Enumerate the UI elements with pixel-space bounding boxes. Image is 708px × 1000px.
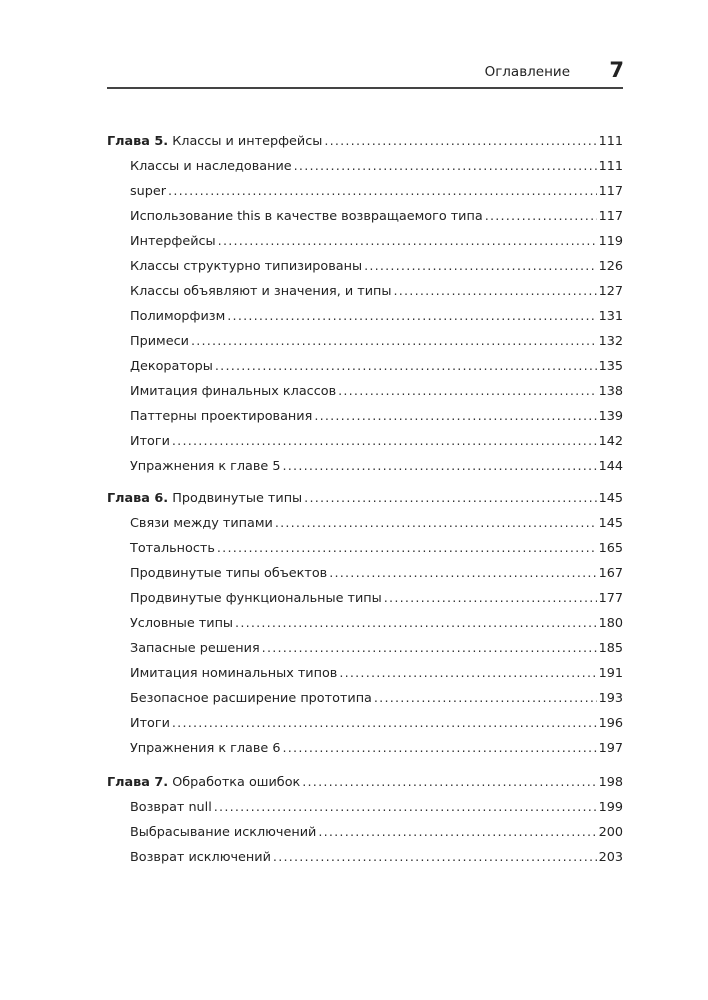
section-page: 139 — [598, 409, 623, 424]
dot-leader — [384, 591, 597, 606]
section-page: 196 — [598, 716, 623, 731]
dot-leader — [318, 825, 596, 840]
section-page: 199 — [598, 800, 623, 815]
section-page: 142 — [598, 434, 623, 449]
section-title: Интерфейсы — [130, 234, 216, 249]
dot-leader — [485, 209, 597, 224]
dot-leader — [364, 259, 597, 274]
section-page: 167 — [598, 566, 623, 581]
toc-section-entry[interactable] — [130, 209, 623, 227]
section-title: Использование this в качестве возвращаемого типа — [130, 209, 483, 224]
section-title: Итоги — [130, 716, 170, 731]
section-page: 200 — [598, 825, 623, 840]
chapter-label — [107, 775, 300, 790]
section-title: Имитация финальных классов — [130, 384, 337, 399]
toc-section-entry[interactable] — [130, 591, 623, 609]
section-title: Классы структурно типизированы — [130, 259, 363, 274]
dot-leader — [168, 184, 597, 199]
dot-leader — [304, 491, 596, 506]
toc-chapter-entry[interactable] — [107, 491, 623, 509]
toc-section-entry[interactable] — [130, 284, 623, 302]
dot-leader — [235, 616, 597, 631]
dot-leader — [217, 541, 597, 556]
section-page: 132 — [598, 334, 623, 349]
toc-section-entry[interactable] — [130, 666, 623, 684]
toc-section-entry[interactable] — [130, 800, 623, 818]
section-title: Возврат null — [130, 800, 212, 815]
toc-chapter-entry[interactable] — [107, 134, 623, 152]
toc-section-entry[interactable] — [130, 434, 623, 452]
dot-leader — [302, 775, 596, 790]
toc-section-entry[interactable] — [130, 566, 623, 584]
dot-leader — [215, 359, 597, 374]
section-page: 197 — [598, 741, 623, 756]
dot-leader — [314, 409, 596, 424]
section-page: 177 — [598, 591, 623, 606]
toc-chapter-entry[interactable] — [107, 775, 623, 793]
section-title: Упражнения к главе 6 — [130, 741, 281, 756]
dot-leader — [191, 334, 597, 349]
dot-leader — [329, 566, 596, 581]
section-title: Связи между типами — [130, 516, 273, 531]
section-page: 203 — [598, 850, 623, 865]
dot-leader — [283, 741, 597, 756]
section-title: Запасные решения — [130, 641, 260, 656]
chapter-label — [107, 491, 302, 506]
section-title: Продвинутые типы объектов — [130, 566, 328, 581]
dot-leader — [294, 159, 597, 174]
toc-section-entry[interactable] — [130, 691, 623, 709]
dot-leader — [273, 850, 597, 865]
toc-section-entry[interactable] — [130, 184, 623, 202]
chapter-label — [107, 134, 322, 149]
chapter-title: Классы и интерфейсы — [172, 134, 323, 149]
section-title: super — [130, 184, 167, 199]
section-title: Продвинутые функциональные типы — [130, 591, 382, 606]
toc-section-entry[interactable] — [130, 309, 623, 327]
dot-leader — [324, 134, 596, 149]
toc-section-entry[interactable] — [130, 741, 623, 759]
toc-section-entry[interactable] — [130, 359, 623, 377]
dot-leader — [262, 641, 597, 656]
dot-leader — [394, 284, 597, 299]
dot-leader — [374, 691, 597, 706]
section-page: 144 — [598, 459, 623, 474]
dot-leader — [172, 716, 597, 731]
chapter-prefix: Глава 5. — [107, 134, 169, 149]
toc-section-entry[interactable] — [130, 159, 623, 177]
section-page: 185 — [598, 641, 623, 656]
section-page: 191 — [598, 666, 623, 681]
section-title: Безопасное расширение прототипа — [130, 691, 372, 706]
toc-section-entry[interactable] — [130, 716, 623, 734]
section-title: Классы и наследование — [130, 159, 292, 174]
running-header-title: Оглавление — [484, 64, 570, 80]
dot-leader — [339, 666, 596, 681]
chapter-page: 111 — [598, 134, 623, 149]
chapter-prefix: Глава 7. — [107, 775, 169, 790]
chapter-page: 145 — [598, 491, 623, 506]
toc-section-entry[interactable] — [130, 459, 623, 477]
dot-leader — [218, 234, 597, 249]
toc-section-entry[interactable] — [130, 850, 623, 868]
section-title: Декораторы — [130, 359, 213, 374]
toc-section-entry[interactable] — [130, 259, 623, 277]
dot-leader — [275, 516, 597, 531]
section-title: Возврат исключений — [130, 850, 271, 865]
dot-leader — [283, 459, 597, 474]
chapter-title: Обработка ошибок — [172, 775, 301, 790]
toc-section-entry[interactable] — [130, 541, 623, 559]
toc-section-entry[interactable] — [130, 234, 623, 252]
toc-section-entry[interactable] — [130, 616, 623, 634]
toc-section-entry[interactable] — [130, 825, 623, 843]
header-rule — [107, 87, 623, 89]
section-page: 117 — [598, 184, 623, 199]
section-page: 126 — [598, 259, 623, 274]
section-page: 145 — [598, 516, 623, 531]
section-title: Паттерны проектирования — [130, 409, 313, 424]
toc-section-entry[interactable] — [130, 516, 623, 534]
section-title: Имитация номинальных типов — [130, 666, 338, 681]
dot-leader — [227, 309, 596, 324]
chapter-page: 198 — [598, 775, 623, 790]
dot-leader — [172, 434, 597, 449]
dot-leader — [214, 800, 597, 815]
section-page: 135 — [598, 359, 623, 374]
section-page: 111 — [598, 159, 623, 174]
section-page: 180 — [598, 616, 623, 631]
section-page: 138 — [598, 384, 623, 399]
section-page: 131 — [598, 309, 623, 324]
section-title: Классы объявляют и значения, и типы — [130, 284, 392, 299]
section-page: 193 — [598, 691, 623, 706]
section-title: Примеси — [130, 334, 189, 349]
page-number: 7 — [609, 58, 624, 82]
section-title: Итоги — [130, 434, 170, 449]
chapter-prefix: Глава 6. — [107, 491, 169, 506]
section-page: 117 — [598, 209, 623, 224]
section-title: Полиморфизм — [130, 309, 226, 324]
toc-section-entry[interactable] — [130, 409, 623, 427]
section-title: Условные типы — [130, 616, 234, 631]
section-page: 119 — [598, 234, 623, 249]
section-title: Тотальность — [130, 541, 215, 556]
section-page: 127 — [598, 284, 623, 299]
toc-section-entry[interactable] — [130, 384, 623, 402]
chapter-title: Продвинутые типы — [172, 491, 303, 506]
section-title: Упражнения к главе 5 — [130, 459, 281, 474]
section-page: 165 — [598, 541, 623, 556]
toc-section-entry[interactable] — [130, 334, 623, 352]
section-title: Выбрасывание исключений — [130, 825, 317, 840]
toc-section-entry[interactable] — [130, 641, 623, 659]
dot-leader — [338, 384, 596, 399]
